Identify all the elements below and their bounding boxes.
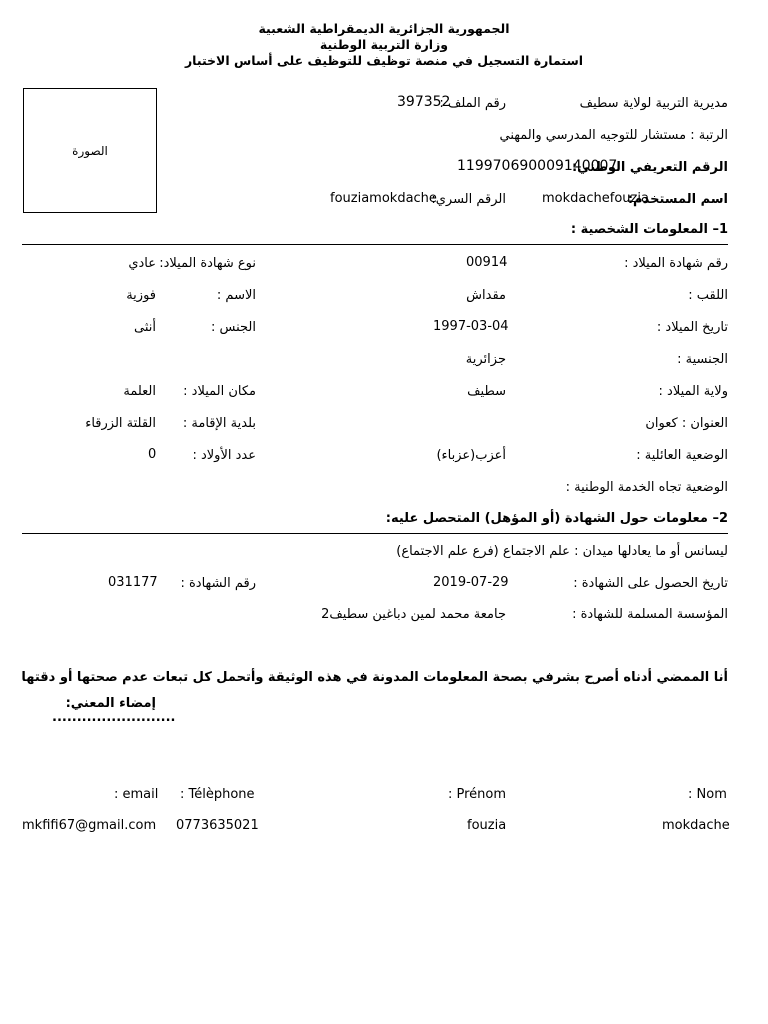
residence: القلتة الزرقاء [85, 416, 156, 431]
birth-wilaya: سطيف [467, 384, 506, 399]
children: 0 [148, 447, 157, 462]
form-title: استمارة التسجيل في منصة توظيف للتوظيف على أساس الاختبار [184, 53, 584, 68]
email-label: : email [114, 787, 159, 802]
nin-label: الرقم التعريفي الوطني: [571, 160, 728, 175]
cert-num-label: رقم الشهادة : [180, 576, 256, 591]
birth-cert-type-label: نوع شهادة الميلاد: [159, 256, 256, 271]
marital-label: الوضعية العائلية : [636, 448, 728, 463]
password-value: fouziamokdache [330, 191, 437, 206]
degree: ليسانس أو ما يعادلها ميدان : علم الاجتماع (فرع علم الاجتماع) [396, 544, 728, 559]
section2-divider [22, 533, 728, 534]
residence-label: بلدية الإقامة : [182, 416, 256, 431]
file-number-label: رقم الملف : [439, 96, 506, 111]
dob-label: تاريخ الميلاد : [656, 320, 728, 335]
prenom-value: fouzia [467, 818, 507, 833]
birth-cert-num-label: رقم شهادة الميلاد : [624, 256, 728, 271]
email-value: mkfifi67@gmail.com [22, 818, 157, 833]
surname: مقداش [466, 288, 506, 303]
tel-value: 0773635021 [176, 818, 259, 833]
header-line1: الجمهورية الجزائرية الديمقراطية الشعبية [258, 21, 510, 36]
directorate: مديرية التربية لولاية سطيف [579, 96, 728, 111]
birth-wilaya-label: ولاية الميلاد : [658, 384, 728, 399]
username-label: اسم المستخدم: [627, 192, 728, 207]
nationality: جزائرية [465, 352, 506, 367]
name-label: الاسم : [216, 288, 256, 303]
military-label: الوضعية تجاه الخدمة الوطنية : [565, 480, 728, 495]
surname-label: اللقب : [688, 288, 728, 303]
nom-value: mokdache [662, 818, 730, 833]
password-label: الرقم السري: [431, 192, 506, 207]
sex: أنثى [134, 320, 156, 335]
header-line2: وزارة التربية الوطنية [319, 37, 449, 52]
cert-date: 2019-07-29 [433, 575, 509, 590]
prenom-label: : Prénom [448, 787, 507, 802]
declaration-text: أنا الممضي أدناه أصرح بشرفي بصحة المعلومات المدونة في هذه الوثيقة وأتحمل كل تبعات عدم صحتها أو دقتها [21, 670, 728, 685]
sex-label: الجنس : [211, 320, 256, 335]
birth-cert-num: 00914 [466, 255, 508, 270]
signature-line: ......................... [52, 710, 176, 725]
cert-num: 031177 [108, 575, 158, 590]
section1-divider [22, 244, 728, 245]
photo-box [23, 88, 157, 213]
section2-title: 2– معلومات حول الشهادة (أو المؤهل) المتحصل عليه: [385, 511, 728, 526]
rank: الرتبة : مستشار للتوجيه المدرسي والمهني [499, 128, 728, 143]
file-number: 397352 [397, 94, 451, 110]
birth-cert-type: عادي [128, 256, 156, 271]
nationality-label: الجنسية : [677, 352, 728, 367]
section1-title: 1– المعلومات الشخصية : [570, 222, 728, 237]
nom-label: : Nom [688, 787, 727, 802]
username-value: mokdachefouzia [542, 191, 649, 206]
photo-label: الصورة [72, 144, 108, 158]
institution: جامعة محمد لمين دباغين سطيف2 [321, 607, 506, 622]
nin-value: 119970690009140007 [457, 158, 618, 174]
address-label: العنوان : كعوان [645, 416, 728, 431]
birth-place: العلمة [123, 384, 156, 399]
institution-label: المؤسسة المسلمة للشهادة : [572, 607, 728, 622]
marital: أعزب(عزباء) [436, 448, 506, 463]
tel-label: : Télèphone [180, 787, 255, 802]
signature-label: إمضاء المعني: [65, 696, 156, 711]
birth-place-label: مكان الميلاد : [183, 384, 256, 399]
cert-date-label: تاريخ الحصول على الشهادة : [573, 576, 728, 591]
children-label: عدد الأولاد : [192, 448, 256, 463]
name: فوزية [126, 288, 156, 303]
dob: 1997-03-04 [433, 319, 509, 334]
